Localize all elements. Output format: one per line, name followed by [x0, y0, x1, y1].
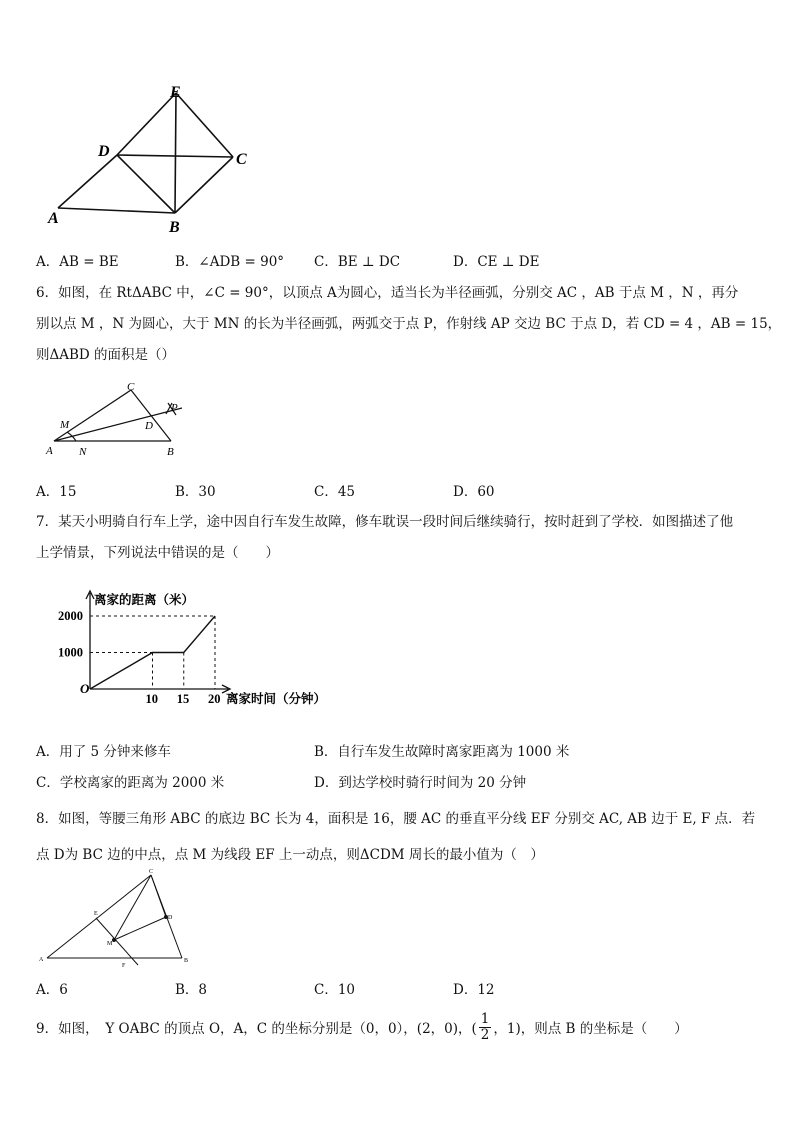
q6-text-line3: 则ΔABD 的面积是（）	[36, 347, 176, 363]
q7-option-a: A．用了 5 分钟来修车	[36, 744, 171, 760]
q6-label-b: B	[167, 446, 174, 458]
q6-option-a: A．15	[36, 484, 77, 500]
q6-label-a: A	[46, 445, 53, 457]
figure-q8	[34, 865, 199, 973]
q8-option-d: D．12	[453, 982, 495, 998]
q6-option-c: C．45	[314, 484, 356, 500]
q7-text-line1: 7．某天小明骑自行车上学，途中因自行车发生故障，修车耽误一段时间后继续骑行，按时赶到了学校．如图描述了他	[36, 514, 734, 530]
q7-option-c: C．学校离家的距离为 2000 米	[36, 775, 225, 791]
label-c: C	[236, 151, 247, 168]
q8-label-b: B	[184, 958, 189, 964]
q7-option-b: B．自行车发生故障时离家距离为 1000 米	[314, 744, 570, 760]
q6-option-b: B．30	[175, 484, 216, 500]
q9-text	[36, 1011, 688, 1045]
q6-option-d: D．60	[453, 484, 495, 500]
chart-y-label: 离家的距离（米）	[94, 592, 195, 607]
q6-label-m: M	[60, 419, 70, 431]
chart-x-label: 离家时间（分钟）	[226, 691, 327, 706]
q8-label-d: D	[168, 915, 173, 921]
q8-label-e: E	[94, 911, 98, 917]
chart-y-tick-1000: 1000	[58, 645, 83, 660]
q9-text-after: ，1)，则点 B 的坐标是（ ）	[493, 1020, 688, 1037]
q6-label-d: D	[145, 420, 153, 432]
q9-fraction-denominator: 2	[480, 1026, 490, 1043]
q8-text-line1: 8．如图，等腰三角形 ABC 的底边 BC 长为 4，面积是 16，腰 AC 的垂直平分线 EF 分别交 AC, AB 边于 E, F 点．若	[36, 811, 756, 827]
q5-option-d: D．CE ⊥ DE	[453, 254, 540, 270]
label-b: B	[169, 219, 180, 236]
figure-q7-chart	[40, 585, 350, 715]
label-d: D	[98, 143, 110, 160]
label-a: A	[48, 210, 59, 227]
q8-option-c: C．10	[314, 982, 356, 998]
figure-q5	[40, 80, 260, 240]
q6-label-p: P	[171, 402, 178, 414]
q8-text-line2: 点 D为 BC 边的中点，点 M 为线段 EF 上一动点，则ΔCDM 周长的最小值为（ ）	[36, 847, 544, 863]
figure-q6	[40, 378, 200, 460]
q6-text-line2: 别以点 M ，N 为圆心，大于 MN 的长为半径画弧，两弧交于点 P，作射线 AP 交边 BC 于点 D，若 CD = 4 ，AB = 15，	[36, 316, 782, 332]
label-e: E	[170, 84, 181, 101]
q6-label-c: C	[127, 381, 135, 393]
chart-origin-label: O	[80, 681, 90, 696]
q8-label-f: F	[122, 963, 126, 969]
q8-label-a: A	[39, 957, 44, 963]
q6-text-line1: 6．如图，在 RtΔABC 中，∠C = 90°，以顶点 A为圆心，适当长为半径画弧，分别交 AC ，AB 于点 M ，N ，再分	[36, 285, 739, 301]
q6-label-n: N	[79, 446, 87, 458]
q9-fraction-numerator: 1	[480, 1011, 490, 1027]
q5-option-a: A．AB = BE	[36, 254, 119, 270]
chart-y-tick-2000: 2000	[58, 609, 83, 623]
q8-label-m: M	[107, 941, 113, 947]
chart-x-tick-10: 10	[145, 692, 158, 706]
q7-option-d: D．到达学校时骑行时间为 20 分钟	[314, 775, 527, 791]
q5-option-c: C．BE ⊥ DC	[314, 254, 401, 270]
q5-option-b: B．∠ADB = 90°	[175, 254, 285, 270]
q9-fraction	[479, 1012, 492, 1043]
q7-text-line2: 上学情景，下列说法中错误的是（ ）	[36, 545, 279, 561]
chart-x-tick-20: 20	[208, 692, 221, 706]
chart-x-tick-15: 15	[176, 692, 190, 706]
q8-option-b: B．8	[175, 982, 208, 998]
q9-text-before: 9．如图， Y OABC 的顶点 O，A，C 的坐标分别是（0，0），(2，0)，(	[36, 1020, 477, 1037]
q8-label-c: C	[149, 869, 154, 875]
q8-option-a: A．6	[36, 982, 68, 998]
